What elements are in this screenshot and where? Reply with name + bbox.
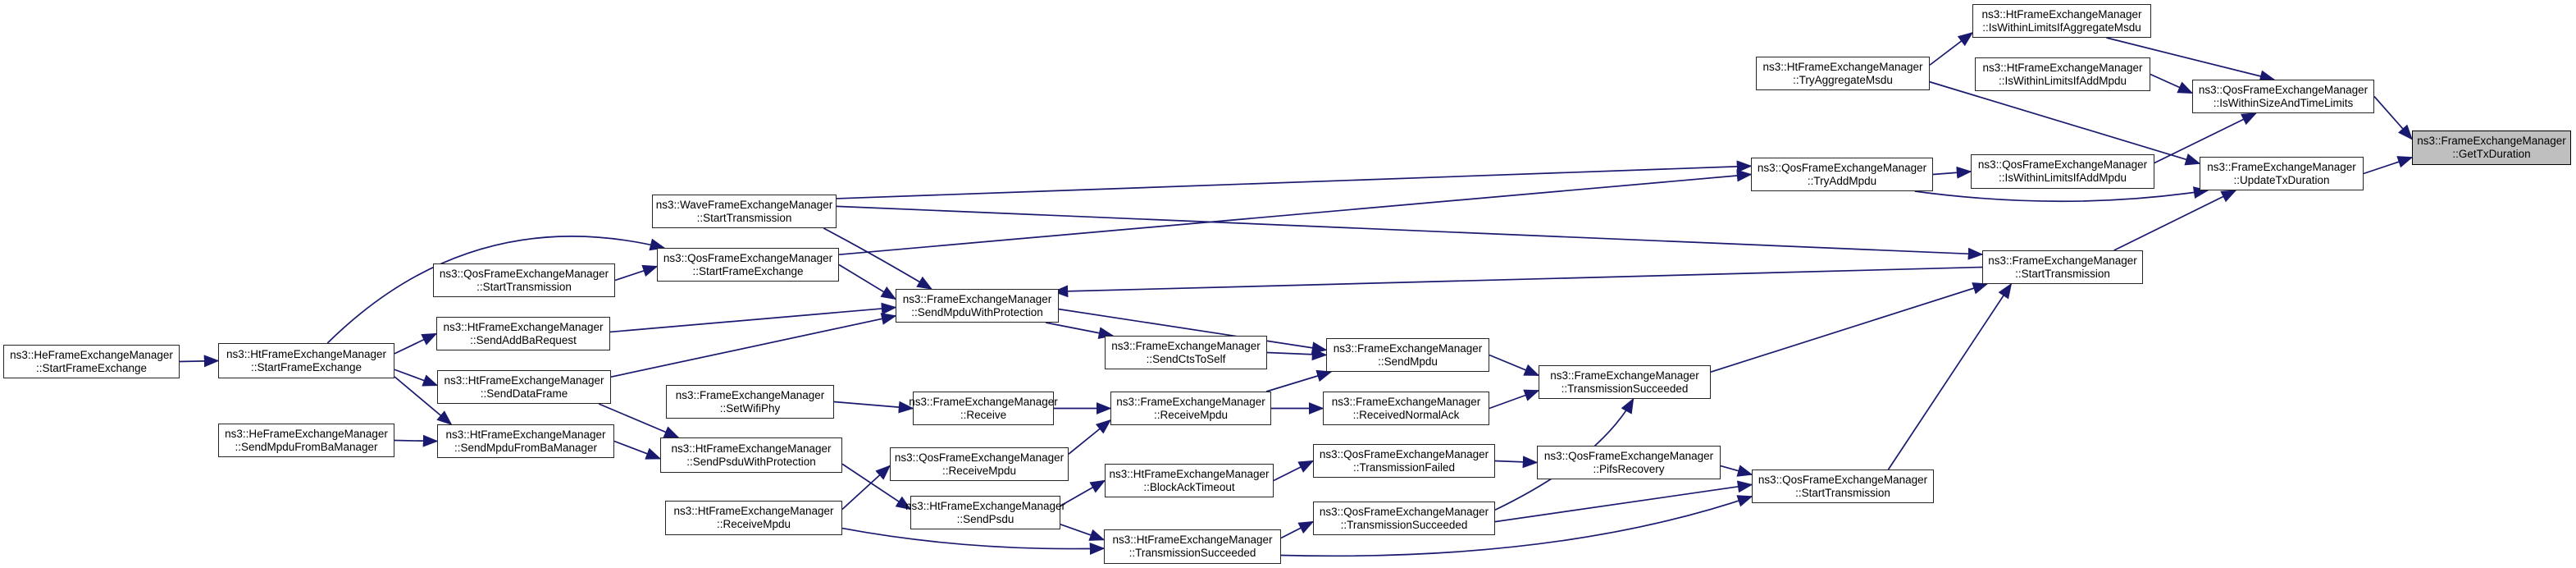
- edge-qos-iswithinsizetime--fem-gettxduration: [2374, 97, 2412, 140]
- node-label-class: ns3::FrameExchangeManager: [2417, 135, 2566, 147]
- edge-qos-pifsrecovery--qos-starttransmission-r: [1721, 466, 1752, 475]
- node-label-class: ns3::FrameExchangeManager: [1333, 341, 1483, 355]
- graph-node-wave-starttransmission[interactable]: [652, 195, 837, 228]
- edge-ht-sendpsdu--ht-blockacktimeout: [1060, 481, 1105, 506]
- node-label-class: ns3::QosFrameExchangeManager: [2198, 83, 2369, 96]
- node-label-method: ::StartTransmission: [696, 211, 792, 224]
- node-label-method: ::SetWifiPhy: [719, 401, 781, 415]
- node-label-class: ns3::HtFrameExchangeManager: [905, 499, 1066, 512]
- node-label-class: ns3::HeFrameExchangeManager: [225, 427, 388, 440]
- node-label-method: ::TransmissionSucceeded: [1128, 547, 1256, 559]
- graph-node-fem-sendmpduwithprotection[interactable]: [896, 289, 1059, 323]
- node-label-method: ::TryAggregateMsdu: [1793, 73, 1893, 86]
- graph-node-fem-setwifiphy[interactable]: [666, 385, 834, 419]
- edge-ht-sendaddbarequest--fem-sendmpduwithprotection: [610, 308, 896, 332]
- graph-node-ht-iswithinifaddmpdu[interactable]: [1975, 57, 2150, 91]
- node-label-method: ::ReceivedNormalAck: [1352, 408, 1460, 421]
- node-label-class: ns3::HtFrameExchangeManager: [1762, 60, 1923, 73]
- edge-he-sendmpdufromba--ht-sendmpdufromba: [394, 441, 437, 442]
- node-label-method: ::TransmissionSucceeded: [1340, 518, 1468, 531]
- node-label-method: ::TransmissionFailed: [1352, 460, 1456, 474]
- node-label-class: ns3::HtFrameExchangeManager: [444, 373, 604, 387]
- edge-fem-setwifiphy--fem-receive: [834, 402, 913, 409]
- node-label-class: ns3::FrameExchangeManager: [1988, 254, 2137, 267]
- edge-qos-receivempdu--fem-receivempdu: [1069, 420, 1110, 454]
- node-label-method: ::SendDataFrame: [480, 387, 568, 400]
- node-label-method: ::SendMpduFromBaManager: [235, 440, 378, 453]
- node-label-class: ns3::HtFrameExchangeManager: [1981, 7, 2142, 21]
- node-label-class: ns3::FrameExchangeManager: [675, 388, 825, 401]
- node-label-class: ns3::QosFrameExchangeManager: [663, 251, 833, 264]
- node-label-method: ::GetTxDuration: [2452, 148, 2531, 160]
- node-label-class: ns3::FrameExchangeManager: [1111, 339, 1261, 352]
- edge-qos-transmissionfailed--qos-pifsrecovery: [1495, 461, 1537, 463]
- node-label-method: ::IsWithinSizeAndTimeLimits: [2213, 96, 2354, 109]
- edge-ht-receivempdu--ht-transmissionsucceeded: [842, 529, 1104, 549]
- node-label-class: ns3::HtFrameExchangeManager: [226, 347, 387, 360]
- graph-node-ht-sendmpdufromba[interactable]: [437, 424, 614, 458]
- node-label-method: ::SendPsduWithProtection: [686, 455, 816, 468]
- node-label-method: ::PifsRecovery: [1593, 462, 1665, 475]
- node-label-class: ns3::QosFrameExchangeManager: [1319, 505, 1489, 518]
- edge-ht-sendmpdufromba--ht-sendpsduwithprotection: [614, 442, 660, 459]
- node-label-method: ::TransmissionSucceeded: [1561, 382, 1689, 395]
- node-label-class: ns3::HtFrameExchangeManager: [673, 505, 834, 517]
- node-label-method: ::StartFrameExchange: [250, 360, 362, 373]
- graph-node-fem-sendctstoself[interactable]: [1105, 336, 1267, 369]
- edge-fem-sendmpdu--fem-transmissionsucceeded: [1489, 355, 1539, 376]
- edge-ht-tryaggregatemsdu--fem-updatetxduration: [1930, 82, 2200, 163]
- node-label-class: ns3::HtFrameExchangeManager: [443, 320, 604, 333]
- graph-node-fem-starttransmission[interactable]: [1982, 250, 2143, 284]
- graph-node-ht-sendpsdu[interactable]: [905, 496, 1066, 529]
- edge-qos-tryaddmpdu--qos-iswithinifaddmpdu: [1933, 172, 1971, 175]
- node-label-class: ns3::FrameExchangeManager: [2207, 160, 2356, 173]
- node-label-class: ns3::QosFrameExchangeManager: [894, 451, 1065, 464]
- node-label-class: ns3::QosFrameExchangeManager: [1977, 158, 2148, 171]
- graph-node-ht-blockacktimeout[interactable]: [1105, 464, 1274, 497]
- node-label-class: ns3::FrameExchangeManager: [1331, 395, 1481, 408]
- node-label-method: ::SendPsdu: [956, 512, 1014, 525]
- graph-node-fem-receivednormalack[interactable]: [1323, 392, 1489, 425]
- edge-ht-startframeexchange--ht-sendaddbarequest: [394, 334, 436, 354]
- node-label-class: ns3::QosFrameExchangeManager: [439, 267, 609, 280]
- node-label-method: ::ReceiveMpdu: [1153, 408, 1229, 421]
- graph-node-qos-starttransmission-l[interactable]: [433, 263, 615, 297]
- edge-fem-receivempdu--fem-sendmpdu: [1266, 372, 1331, 392]
- graph-node-ht-tryaggregatemsdu[interactable]: [1756, 57, 1930, 90]
- node-label-class: ns3::FrameExchangeManager: [1116, 395, 1265, 408]
- graph-node-fem-receivempdu[interactable]: [1110, 392, 1271, 425]
- node-label-class: ns3::QosFrameExchangeManager: [1757, 161, 1927, 174]
- edge-ht-transmissionsucceeded--qos-transmissionsucceeded: [1281, 522, 1313, 538]
- graph-node-ht-sendpsduwithprotection[interactable]: [660, 437, 842, 473]
- node-label-method: ::TryAddMpdu: [1807, 174, 1877, 187]
- graph-node-qos-iswithinsizetime[interactable]: [2192, 80, 2374, 113]
- node-label-class: ns3::QosFrameExchangeManager: [1543, 449, 1714, 462]
- graph-node-qos-receivempdu[interactable]: [890, 447, 1069, 481]
- graph-node-qos-transmissionfailed[interactable]: [1313, 444, 1495, 478]
- edge-ht-iswithinifaddmpdu--qos-iswithinsizetime: [2150, 75, 2192, 94]
- graph-node-qos-startframeexchange[interactable]: [657, 248, 839, 282]
- node-label-method: ::ReceiveMpdu: [941, 464, 1017, 477]
- node-label-method: ::SendMpduWithProtection: [911, 305, 1043, 318]
- node-label-class: ns3::FrameExchangeManager: [1550, 369, 1699, 382]
- graph-node-he-startframeexchange[interactable]: [3, 345, 180, 378]
- node-label-class: ns3::FrameExchangeManager: [909, 395, 1058, 408]
- edge-fem-receivednormalack--fem-transmissionsucceeded: [1489, 391, 1539, 409]
- node-label-method: ::ReceiveMpdu: [716, 518, 791, 530]
- edge-wave-starttransmission--qos-tryaddmpdu: [837, 166, 1751, 199]
- graph-node-fem-sendmpdu[interactable]: [1326, 338, 1489, 372]
- node-label-method: ::SendAddBaRequest: [470, 333, 577, 346]
- node-label-method: ::SendCtsToSelf: [1146, 352, 1226, 365]
- graph-node-qos-pifsrecovery[interactable]: [1537, 446, 1721, 479]
- graph-node-ht-iswithinifaggmsdu[interactable]: [1972, 4, 2151, 38]
- node-label-class: ns3::QosFrameExchangeManager: [1758, 473, 1928, 486]
- graph-node-fem-gettxduration: [2412, 131, 2571, 165]
- edge-fem-transmissionsucceeded--fem-starttransmission: [1711, 284, 1987, 372]
- edge-ht-tryaggregatemsdu--ht-iswithinifaggmsdu: [1930, 33, 1972, 65]
- graph-node-qos-transmissionsucceeded[interactable]: [1313, 502, 1495, 535]
- edge-qos-starttransmission-r--fem-starttransmission: [1889, 284, 2012, 470]
- node-label-class: ns3::HeFrameExchangeManager: [10, 348, 173, 361]
- graph-node-qos-tryaddmpdu[interactable]: [1751, 158, 1933, 191]
- edge-fem-updatetxduration--fem-gettxduration: [2364, 158, 2412, 174]
- node-label-method: ::IsWithinLimitsIfAddMpdu: [1998, 74, 2127, 87]
- edge-ht-senddataframe--fem-sendmpduwithprotection: [611, 316, 896, 377]
- graph-node-fem-transmissionsucceeded[interactable]: [1539, 365, 1711, 399]
- node-label-method: ::StartFrameExchange: [692, 264, 804, 277]
- edge-wave-starttransmission--fem-starttransmission: [837, 206, 1982, 254]
- node-label-method: ::StartTransmission: [2015, 267, 2110, 280]
- graph-node-ht-sendaddbarequest[interactable]: [436, 317, 610, 350]
- edge-ht-startframeexchange--ht-senddataframe: [394, 369, 437, 385]
- node-label-method: ::UpdateTxDuration: [2233, 173, 2330, 186]
- edge-qos-startframeexchange--fem-sendmpduwithprotection: [839, 265, 896, 300]
- edge-qos-tryaddmpdu--fem-updatetxduration: [1915, 190, 2208, 201]
- edge-fem-sendmpduwithprotection--fem-sendctstoself: [1046, 323, 1113, 336]
- edge-fem-sendctstoself--fem-sendmpdu: [1267, 353, 1326, 355]
- node-label-method: ::SendMpdu: [1378, 355, 1438, 368]
- node-label-method: ::Receive: [960, 408, 1007, 421]
- node-label-method: ::StartFrameExchange: [35, 361, 148, 374]
- node-label-class: ns3::HtFrameExchangeManager: [445, 428, 606, 441]
- node-label-method: ::BlockAckTimeout: [1143, 480, 1235, 493]
- node-label-method: ::StartTransmission: [476, 280, 572, 293]
- edge-qos-startframeexchange--qos-tryaddmpdu: [839, 175, 1751, 255]
- graph-node-fem-receive[interactable]: [909, 392, 1058, 425]
- edge-qos-starttransmission-l--qos-startframeexchange: [615, 267, 657, 281]
- edge-he-startframeexchange--ht-startframeexchange: [180, 361, 218, 362]
- edge-qos-iswithinifaddmpdu--qos-iswithinsizetime: [2154, 113, 2256, 163]
- node-label-class: ns3::FrameExchangeManager: [902, 292, 1052, 305]
- node-label-class: ns3::HtFrameExchangeManager: [671, 442, 832, 455]
- edge-wave-starttransmission--fem-sendmpduwithprotection: [823, 228, 932, 289]
- edge-ht-sendpsdu--ht-transmissionsucceeded: [1060, 524, 1104, 540]
- edge-fem-starttransmission--fem-sendmpduwithprotection: [1054, 268, 1982, 292]
- node-label-class: ns3::WaveFrameExchangeManager: [655, 198, 833, 211]
- graph-node-ht-senddataframe[interactable]: [437, 370, 611, 404]
- graph-node-ht-receivempdu[interactable]: [665, 501, 842, 535]
- node-label-class: ns3::HtFrameExchangeManager: [1109, 467, 1270, 480]
- node-label-method: ::SendMpduFromBaManager: [454, 441, 598, 454]
- node-label-class: ns3::HtFrameExchangeManager: [1112, 534, 1273, 546]
- graph-node-he-sendmpdufromba[interactable]: [218, 424, 394, 457]
- graph-node-qos-starttransmission-r[interactable]: [1752, 470, 1934, 503]
- node-label-method: ::IsWithinLimitsIfAggregateMsdu: [1982, 21, 2141, 34]
- graph-node-ht-startframeexchange[interactable]: [218, 343, 394, 378]
- node-label-class: ns3::QosFrameExchangeManager: [1319, 447, 1489, 460]
- edge-ht-receivempdu--qos-receivempdu: [842, 466, 890, 510]
- node-label-method: ::IsWithinLimitsIfAddMpdu: [1998, 172, 2127, 184]
- node-label-class: ns3::HtFrameExchangeManager: [1982, 61, 2143, 74]
- graph-node-qos-iswithinifaddmpdu[interactable]: [1971, 154, 2154, 189]
- graph-node-ht-transmissionsucceeded[interactable]: [1104, 529, 1281, 564]
- node-label-method: ::StartTransmission: [1795, 486, 1890, 499]
- edge-ht-blockacktimeout--qos-transmissionfailed: [1274, 461, 1313, 481]
- graph-node-fem-updatetxduration[interactable]: [2200, 157, 2364, 190]
